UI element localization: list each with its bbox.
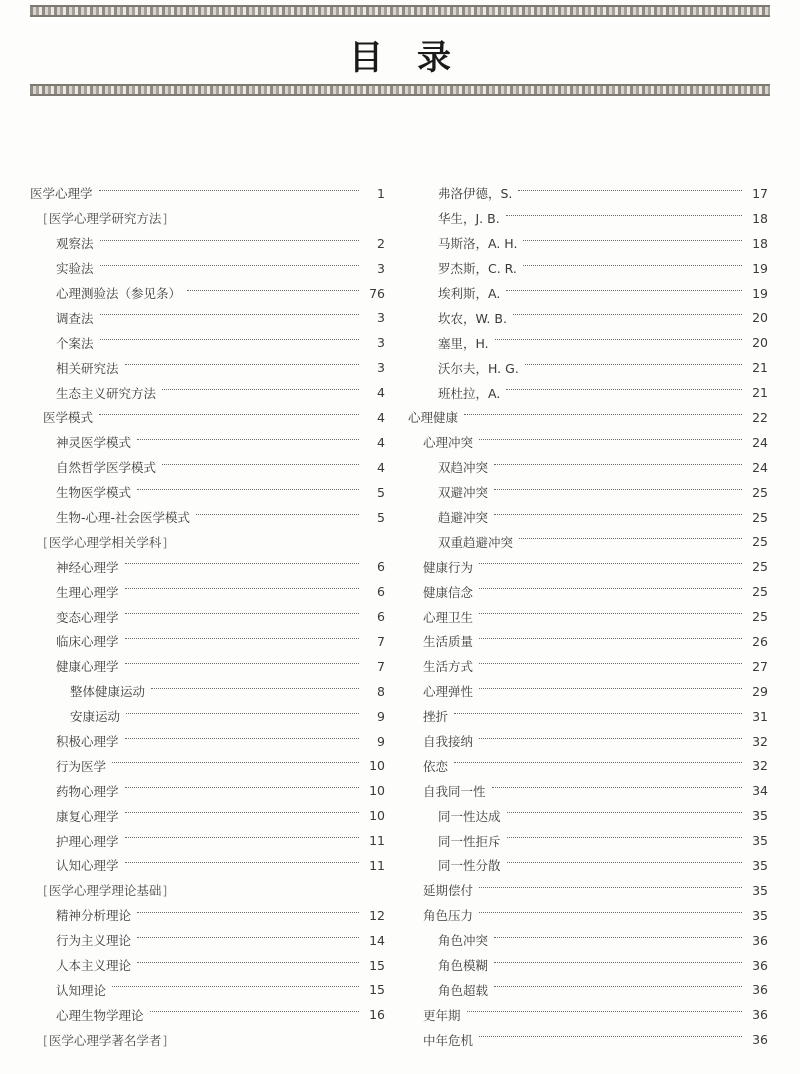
- toc-entry[interactable]: [408, 330, 768, 355]
- toc-page-number: 17: [752, 185, 768, 201]
- toc-entry-title: 双避冲突: [438, 485, 489, 501]
- dot-leader: [112, 762, 359, 763]
- toc-entry-title: 精神分析理论: [56, 908, 132, 924]
- dot-leader: [125, 563, 359, 564]
- toc-entry[interactable]: [408, 579, 768, 604]
- toc-page-number: 4: [377, 459, 385, 475]
- dot-leader: [507, 837, 742, 838]
- toc-page-number: 10: [369, 758, 385, 774]
- dot-leader: [494, 986, 742, 987]
- toc-entry[interactable]: [408, 455, 768, 480]
- toc-entry[interactable]: [30, 928, 385, 953]
- dot-leader: [494, 489, 742, 490]
- toc-entry-title: 同一性达成: [438, 808, 501, 824]
- toc-entry-title: 生活质量: [423, 634, 474, 650]
- toc-entry-title: 挫折: [423, 709, 449, 725]
- toc-page-number: 4: [377, 409, 385, 425]
- toc-page-number: 7: [377, 633, 385, 649]
- toc-entry-title: 观察法: [56, 236, 94, 252]
- dot-leader: [525, 364, 742, 365]
- toc-entry-title: 马斯洛，A. H.: [438, 236, 518, 252]
- toc-entry-title: 心理弹性: [423, 684, 474, 700]
- toc-entry[interactable]: [30, 803, 385, 828]
- toc-entry-title: 同一性分散: [438, 858, 501, 874]
- toc-entry-title: 个案法: [56, 335, 94, 351]
- toc-page-number: 21: [752, 385, 768, 401]
- toc-entry[interactable]: [408, 853, 768, 878]
- toc-entry[interactable]: [408, 704, 768, 729]
- toc-entry[interactable]: [30, 554, 385, 579]
- toc-entry-title: [ 医学心理学理论基础 ]: [43, 881, 167, 899]
- dot-leader: [137, 439, 359, 440]
- toc-entry[interactable]: [30, 430, 385, 455]
- toc-left-column: [30, 181, 385, 1052]
- toc-entry[interactable]: [30, 604, 385, 629]
- toc-entry[interactable]: [30, 330, 385, 355]
- toc-page-number: 14: [369, 932, 385, 948]
- toc-entry-title: 神灵医学模式: [56, 435, 132, 451]
- toc-entry[interactable]: [408, 430, 768, 455]
- toc-page-number: 19: [752, 285, 768, 301]
- toc-entry[interactable]: [408, 380, 768, 405]
- dot-leader: [494, 937, 742, 938]
- toc-entry[interactable]: [408, 480, 768, 505]
- toc-page-number: 4: [377, 385, 385, 401]
- dot-leader: [519, 538, 742, 539]
- toc-page-number: 5: [377, 484, 385, 500]
- toc-entry[interactable]: [30, 231, 385, 256]
- dot-leader: [100, 339, 359, 340]
- dot-leader: [162, 389, 359, 390]
- toc-entry-title: 心理健康: [408, 410, 459, 426]
- toc-entry-title: 同一性拒斥: [438, 833, 501, 849]
- toc-page-number: 1: [377, 185, 385, 201]
- dot-leader: [523, 265, 742, 266]
- toc-page-number: 24: [752, 434, 768, 450]
- toc-page-number: 29: [752, 683, 768, 699]
- toc-page-number: 34: [752, 783, 768, 799]
- dot-leader: [506, 215, 742, 216]
- toc-entry[interactable]: [30, 355, 385, 380]
- toc-page-number: 35: [752, 907, 768, 923]
- toc-entry-title: 行为主义理论: [56, 933, 132, 949]
- toc-entry-title: 心理卫生: [423, 609, 474, 625]
- toc-entry-title: 行为医学: [56, 758, 107, 774]
- toc-entry[interactable]: [408, 231, 768, 256]
- dot-leader: [162, 464, 359, 465]
- toc-entry[interactable]: [408, 554, 768, 579]
- dot-leader: [126, 713, 359, 714]
- toc-entry-title: [ 医学心理学著名学者 ]: [43, 1031, 167, 1049]
- toc-entry[interactable]: [30, 181, 385, 206]
- toc-page-number: 36: [752, 1007, 768, 1023]
- dot-leader: [454, 713, 742, 714]
- toc-entry-title: 医学心理学: [30, 186, 93, 202]
- toc-entry[interactable]: [408, 181, 768, 206]
- toc-page-number: 10: [369, 783, 385, 799]
- top-decorative-border: [30, 5, 770, 17]
- toc-entry-title: 心理测验法（参见条）: [56, 286, 182, 301]
- dot-leader: [454, 762, 742, 763]
- toc-entry-title: 积极心理学: [56, 734, 119, 750]
- toc-section-heading: [30, 878, 385, 903]
- toc-page-number: 6: [377, 609, 385, 625]
- toc-page-number: 24: [752, 459, 768, 475]
- toc-entry-title: 变态心理学: [56, 609, 119, 625]
- toc-entry-title: 神经心理学: [56, 559, 119, 575]
- toc-entry[interactable]: [408, 305, 768, 330]
- toc-entry[interactable]: [30, 903, 385, 928]
- toc-entry[interactable]: [30, 978, 385, 1003]
- toc-entry[interactable]: [408, 953, 768, 978]
- toc-entry-title: 康复心理学: [56, 808, 119, 824]
- toc-entry[interactable]: [408, 505, 768, 530]
- toc-page-number: 25: [752, 534, 768, 550]
- toc-entry-title: 健康心理学: [56, 659, 119, 675]
- toc-page-number: 9: [377, 708, 385, 724]
- toc-entry[interactable]: [408, 654, 768, 679]
- toc-page-number: 3: [377, 335, 385, 351]
- toc-page-number: 32: [752, 758, 768, 774]
- toc-page-number: 22: [752, 409, 768, 425]
- toc-page-number: 16: [369, 1007, 385, 1023]
- toc-page-number: 21: [752, 360, 768, 376]
- toc-entry[interactable]: [30, 778, 385, 803]
- toc-entry-title: 更年期: [423, 1007, 461, 1023]
- dot-leader: [518, 190, 742, 191]
- toc-page-number: 27: [752, 658, 768, 674]
- toc-page-number: 5: [377, 509, 385, 525]
- dot-leader: [125, 638, 359, 639]
- toc-entry-title: 人本主义理论: [56, 958, 132, 974]
- dot-leader: [507, 862, 742, 863]
- toc-page-number: 25: [752, 509, 768, 525]
- toc-entry-title: 自我接纳: [423, 734, 474, 750]
- dot-leader: [492, 787, 742, 788]
- toc-entry[interactable]: [30, 480, 385, 505]
- toc-entry-title: 双重趋避冲突: [438, 534, 514, 550]
- toc-entry[interactable]: [408, 729, 768, 754]
- dot-leader: [479, 563, 742, 564]
- dot-leader: [479, 688, 742, 689]
- toc-entry[interactable]: [408, 778, 768, 803]
- dot-leader: [494, 962, 742, 963]
- toc-entry-title: 弗洛伊德，S.: [438, 186, 513, 202]
- toc-entry-title: 自我同一性: [423, 783, 486, 799]
- toc-entry-title: 双趋冲突: [438, 460, 489, 476]
- toc-entry[interactable]: [30, 753, 385, 778]
- toc-entry[interactable]: [30, 505, 385, 530]
- dot-leader: [99, 190, 359, 191]
- toc-entry-title: 整体健康运动: [70, 684, 146, 700]
- toc-right-column: [408, 181, 768, 1052]
- dot-leader: [479, 613, 742, 614]
- dot-leader: [494, 514, 742, 515]
- toc-page-number: 20: [752, 310, 768, 326]
- dot-leader: [125, 663, 359, 664]
- toc-entry-title: 角色压力: [423, 908, 474, 924]
- toc-entry[interactable]: [30, 629, 385, 654]
- dot-leader: [506, 290, 742, 291]
- toc-entry[interactable]: [30, 729, 385, 754]
- toc-page-number: 12: [369, 907, 385, 923]
- toc-section-heading: [30, 206, 385, 231]
- toc-entry[interactable]: [30, 679, 385, 704]
- toc-entry[interactable]: [30, 828, 385, 853]
- toc-entry-title: 自然哲学医学模式: [56, 460, 157, 476]
- toc-entry-title: 生物医学模式: [56, 485, 132, 501]
- toc-page-number: 25: [752, 609, 768, 625]
- toc-entry-title: 相关研究法: [56, 360, 119, 376]
- dot-leader: [99, 414, 359, 415]
- toc-entry[interactable]: [408, 978, 768, 1003]
- toc-page-number: 7: [377, 658, 385, 674]
- toc-page-number: 35: [752, 808, 768, 824]
- toc-entry[interactable]: [30, 305, 385, 330]
- toc-entry[interactable]: [408, 281, 768, 306]
- dot-leader: [464, 414, 742, 415]
- toc-entry-title: 健康行为: [423, 559, 474, 575]
- toc-entry[interactable]: [408, 355, 768, 380]
- toc-page-number: 76: [369, 285, 385, 301]
- dot-leader: [125, 613, 359, 614]
- toc-page-number: 3: [377, 310, 385, 326]
- toc-page-number: 25: [752, 559, 768, 575]
- toc-entry[interactable]: [408, 529, 768, 554]
- toc-entry-title: 生理心理学: [56, 584, 119, 600]
- toc-entry[interactable]: [30, 1002, 385, 1027]
- toc-page-number: 3: [377, 360, 385, 376]
- toc-entry-title: 坎农，W. B.: [438, 310, 507, 326]
- toc-entry-title: 沃尔夫，H. G.: [438, 360, 519, 376]
- toc-page-number: 36: [752, 932, 768, 948]
- toc-entry-title: 调查法: [56, 310, 94, 326]
- toc-entry[interactable]: [30, 579, 385, 604]
- toc-page-number: 35: [752, 857, 768, 873]
- dot-leader: [479, 588, 742, 589]
- toc-page-number: 25: [752, 584, 768, 600]
- dot-leader: [523, 240, 742, 241]
- toc-entry-title: 医学模式: [43, 410, 94, 426]
- toc-entry-title: 罗杰斯，C. R.: [438, 261, 517, 277]
- toc-page-number: 35: [752, 833, 768, 849]
- dot-leader: [125, 787, 359, 788]
- toc-page-number: 9: [377, 733, 385, 749]
- toc-page-number: 25: [752, 484, 768, 500]
- toc-entry-title: 生态主义研究方法: [56, 385, 157, 401]
- toc-entry[interactable]: [408, 903, 768, 928]
- toc-entry[interactable]: [30, 281, 385, 306]
- toc-page-number: 15: [369, 957, 385, 973]
- toc-entry[interactable]: [30, 380, 385, 405]
- page-title: 目录: [349, 38, 485, 78]
- toc-entry[interactable]: [408, 753, 768, 778]
- toc-entry[interactable]: [408, 878, 768, 903]
- toc-page-number: 31: [752, 708, 768, 724]
- toc-page-number: 18: [752, 210, 768, 226]
- toc-entry-title: [ 医学心理学相关学科 ]: [43, 533, 167, 551]
- toc-entry-title: 塞里，H.: [438, 335, 489, 351]
- toc-section-heading: [30, 1027, 385, 1052]
- toc-page-number: 36: [752, 1032, 768, 1048]
- toc-entry-title: 生活方式: [423, 659, 474, 675]
- toc-page-number: 3: [377, 260, 385, 276]
- toc-entry[interactable]: [30, 704, 385, 729]
- dot-leader: [100, 240, 359, 241]
- dot-leader: [506, 389, 742, 390]
- dot-leader: [495, 339, 742, 340]
- toc-page-number: 18: [752, 235, 768, 251]
- toc-entry[interactable]: [30, 405, 385, 430]
- dot-leader: [125, 738, 359, 739]
- dot-leader: [100, 265, 359, 266]
- toc-page-number: 2: [377, 235, 385, 251]
- dot-leader: [125, 364, 359, 365]
- dot-leader: [112, 986, 359, 987]
- toc-page-number: 11: [369, 857, 385, 873]
- toc-entry[interactable]: [30, 953, 385, 978]
- toc-page-number: 8: [377, 683, 385, 699]
- toc-entry-title: 依恋: [423, 758, 449, 774]
- toc-entry-title: 药物心理学: [56, 783, 119, 799]
- dot-leader: [513, 314, 742, 315]
- dot-leader: [125, 862, 359, 863]
- dot-leader: [137, 962, 359, 963]
- dot-leader: [507, 812, 742, 813]
- toc-entry-title: 实验法: [56, 261, 94, 277]
- toc-page-number: 6: [377, 559, 385, 575]
- toc-entry-title: 华生，J. B.: [438, 211, 500, 227]
- toc-entry-title: 临床心理学: [56, 634, 119, 650]
- toc-entry[interactable]: [30, 654, 385, 679]
- dot-leader: [479, 663, 742, 664]
- toc-entry[interactable]: [30, 455, 385, 480]
- toc-entry-title: 角色超载: [438, 982, 489, 998]
- toc-entry[interactable]: [408, 256, 768, 281]
- toc-entry[interactable]: [408, 604, 768, 629]
- toc-entry[interactable]: [408, 1027, 768, 1052]
- toc-page-number: 36: [752, 957, 768, 973]
- toc-entry-title: 认知理论: [56, 982, 107, 998]
- toc-section-heading: [30, 529, 385, 554]
- toc-entry[interactable]: [408, 629, 768, 654]
- dot-leader: [494, 464, 742, 465]
- toc-entry-title: 生物-心理-社会医学模式: [56, 510, 191, 526]
- toc-entry-title: 延期偿付: [423, 883, 474, 899]
- dot-leader: [479, 738, 742, 739]
- toc-page-number: 15: [369, 982, 385, 998]
- toc-page-number: 6: [377, 584, 385, 600]
- dot-leader: [187, 290, 359, 291]
- toc-entry-title: 心理生物学理论: [56, 1007, 144, 1023]
- title-decorative-border: [30, 84, 770, 96]
- toc-entry[interactable]: [408, 1002, 768, 1027]
- toc-entry-title: 心理冲突: [423, 435, 474, 451]
- toc-entry-title: 认知心理学: [56, 858, 119, 874]
- toc-entry-title: [ 医学心理学研究方法 ]: [43, 209, 167, 227]
- dot-leader: [125, 837, 359, 838]
- toc-entry[interactable]: [408, 928, 768, 953]
- toc-page-number: 11: [369, 833, 385, 849]
- dot-leader: [137, 937, 359, 938]
- toc-entry-title: 角色模糊: [438, 958, 489, 974]
- dot-leader: [137, 489, 359, 490]
- toc-page-number: 35: [752, 882, 768, 898]
- dot-leader: [467, 1011, 742, 1012]
- toc-entry[interactable]: [408, 803, 768, 828]
- toc-entry[interactable]: [408, 828, 768, 853]
- toc-entry-title: 健康信念: [423, 584, 474, 600]
- toc-entry[interactable]: [30, 853, 385, 878]
- toc-entry-title: 安康运动: [70, 709, 121, 725]
- dot-leader: [479, 912, 742, 913]
- dot-leader: [196, 514, 359, 515]
- dot-leader: [125, 812, 359, 813]
- dot-leader: [100, 314, 359, 315]
- toc-page-number: 4: [377, 434, 385, 450]
- toc-entry-title: 中年危机: [423, 1032, 474, 1048]
- toc-entry-title: 埃利斯，A.: [438, 286, 501, 301]
- toc-page-number: 32: [752, 733, 768, 749]
- toc-entry[interactable]: [408, 405, 768, 430]
- dot-leader: [479, 638, 742, 639]
- toc-page-number: 36: [752, 982, 768, 998]
- toc-entry-title: 护理心理学: [56, 833, 119, 849]
- toc-entry[interactable]: [30, 256, 385, 281]
- dot-leader: [479, 439, 742, 440]
- dot-leader: [479, 1036, 742, 1037]
- dot-leader: [137, 912, 359, 913]
- toc-entry-title: 趋避冲突: [438, 510, 489, 526]
- toc-entry[interactable]: [408, 206, 768, 231]
- dot-leader: [479, 887, 742, 888]
- dot-leader: [151, 688, 359, 689]
- toc-page-number: 26: [752, 633, 768, 649]
- toc-page-number: 19: [752, 260, 768, 276]
- toc-page-number: 10: [369, 808, 385, 824]
- toc-entry-title: 班杜拉，A.: [438, 385, 501, 401]
- toc-entry[interactable]: [408, 679, 768, 704]
- dot-leader: [125, 588, 359, 589]
- toc-entry-title: 角色冲突: [438, 933, 489, 949]
- toc-page-number: 20: [752, 335, 768, 351]
- dot-leader: [150, 1011, 359, 1012]
